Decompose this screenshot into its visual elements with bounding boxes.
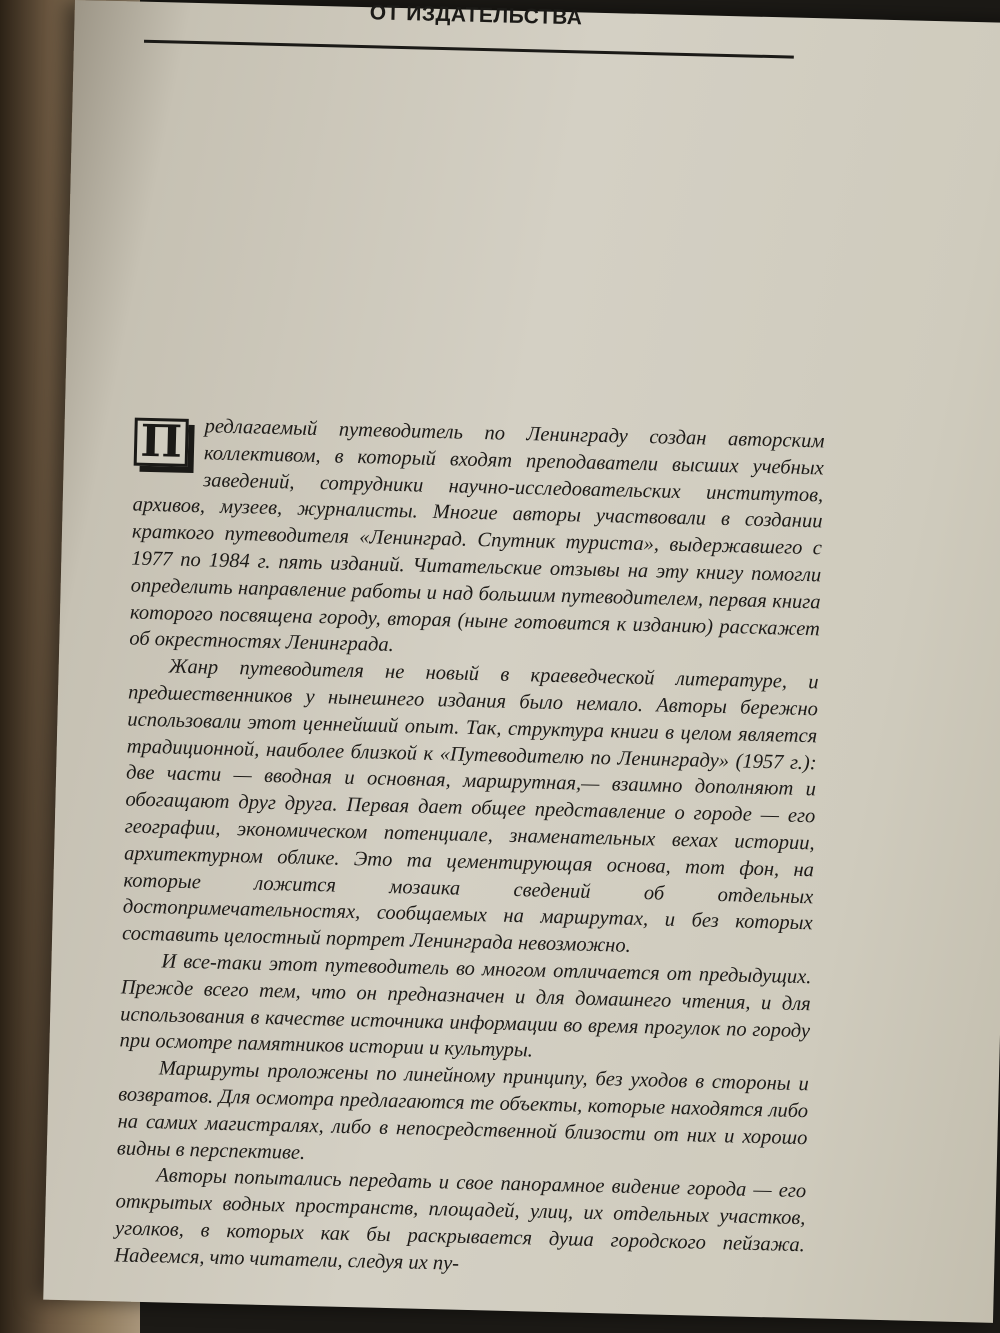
header-rule	[144, 40, 794, 59]
paragraph-1-text: редлагаемый путеводитель по Ленинграду создан авторским коллективом, в который входят преподаватели высших учебных заведений, сотрудники научно-исследовательских институтов, архивов, музеев, журналисты. Многие авторы участвовали в создании краткого путеводителя «Ленинград. Спутник туриста», выдержавшего с 1977 по 1984 г. пять изданий. Читательские отзывы на эту книгу помогли определить направление работы и над большим путеводителем, первая книга которого посвящена городу, вторая (ныне готовится к изданию) расскажет об окрестностях Ленинграда.	[129, 415, 825, 657]
paragraph-5: Авторы попытались передать и свое панорамное видение города — его открытых водных пространств, площадей, улиц, их отдельных участков, уголков, в которых как бы раскрывается душа городского пейзажа. Надеемся, что читатели, следуя их пу-	[114, 1164, 807, 1275]
drop-cap-letter: П	[134, 418, 189, 467]
paragraph-1	[129, 412, 825, 670]
paragraph-2: Жанр путеводителя не новый в краеведческой литературе, и предшественников у нынешнего издания было немало. Авторы бережно использовали этот ценнейший опыт. Так, структура книги в целом является традиционной, наиболее близкой к «Путеводителю по Ленинграду» (1957 г.): две части — вводная и основная, маршрутная,— взаимно дополняют и обогащают друг друга. Первая дает общее представление о городе — его географии, экономическом потенциале, знаменательных вехах истории, архитектурном облике. Это та цементирующая основа, тот фон, на которые ложится мозаика сведений об отдельных достопримечательностях, сообщаемых на маршрутах, и без которых составить целостный портрет Ленинграда невозможно.	[121, 655, 819, 957]
page-header-title: ОТ ИЗДАТЕЛЬСТВА	[369, 1, 583, 30]
paragraph-3: И все-таки этот путеводитель во многом отличается от предыдущих. Прежде всего тем, что он предназначен и для домашнего чтения, и для использования в качестве источника информации во время прогулок по городу при осмотре памятников истории и культуры.	[119, 950, 812, 1062]
drop-cap	[133, 415, 196, 473]
body-text	[114, 412, 825, 1286]
paragraph-4: Маршруты проложены по линейному принципу, без уходов в стороны и возвратов. Для осмотра предлагаются те объекты, которые находятся либо на самих магистралях, либо в непосредственной близости от них и хорошо видны в перспективе.	[116, 1057, 809, 1164]
book-page	[43, 0, 1000, 1323]
